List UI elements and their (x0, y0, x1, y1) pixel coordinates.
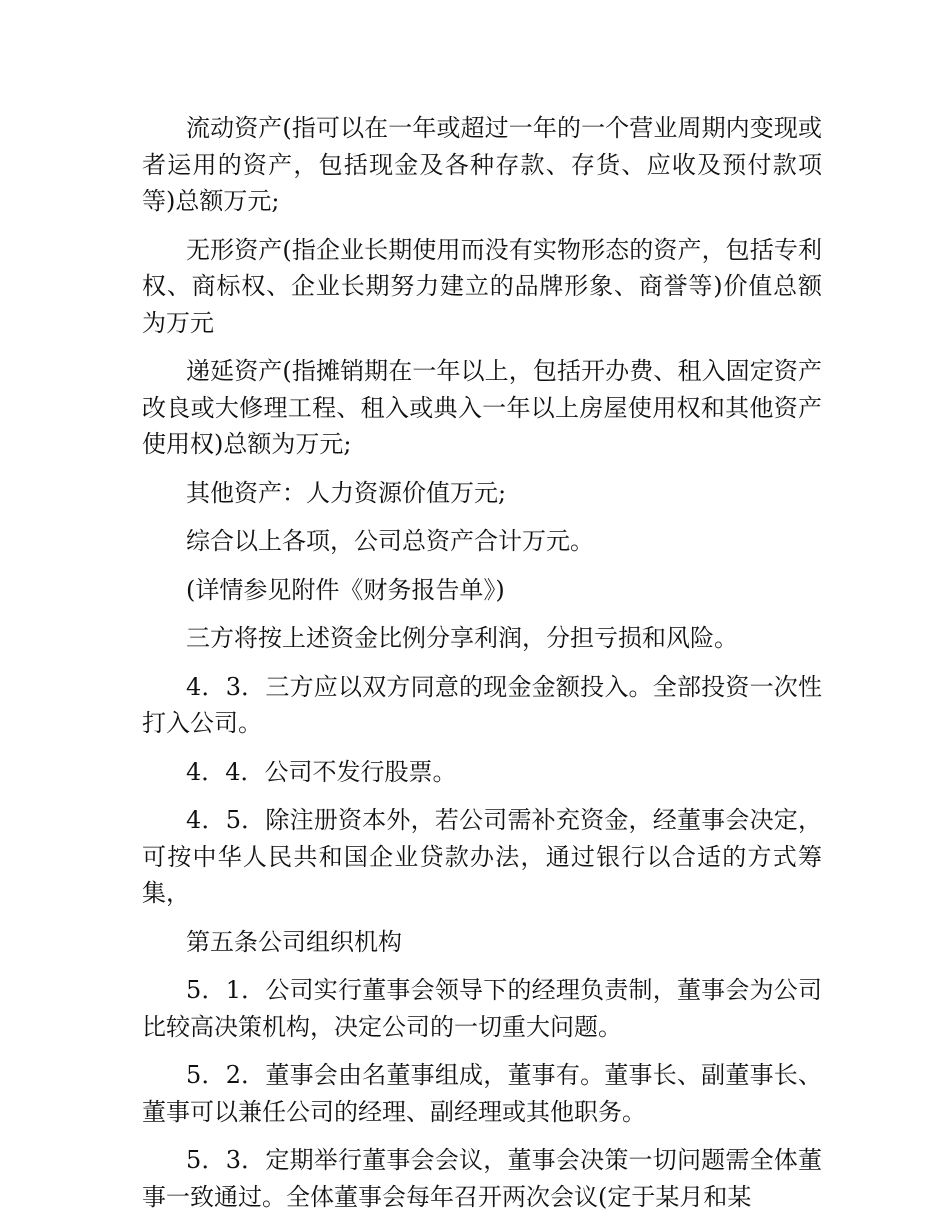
paragraph-clause-5-3: 5．3．定期举行董事会会议，董事会决策一切问题需全体董事一致通过。全体董事会每年召开两次会议(定于某月和某 (142, 1146, 822, 1211)
paragraph-clause-4-5: 4．5．除注册资本外，若公司需补充资金，经董事会决定，可按中华人民共和国企业贷款办法，通过银行以合适的方式筹集， (142, 806, 822, 907)
paragraph-profit-sharing: 三方将按上述资金比例分享利润，分担亏损和风险。 (186, 624, 738, 652)
paragraph-clause-5-2: 5．2．董事会由名董事组成，董事有。董事长、副董事长、董事可以兼任公司的经理、副经理或其他职务。 (142, 1061, 822, 1126)
paragraph-clause-4-4: 4．4．公司不发行股票。 (186, 757, 457, 786)
document-body (142, 110, 822, 1227)
paragraph-deferred-assets: 递延资产(指摊销期在一年以上，包括开办费、租入固定资产改良或大修理工程、租入或典入一年以上房屋使用权和其他资产使用权)总额为万元; (142, 357, 822, 458)
paragraph-total-assets: 综合以上各项，公司总资产合计万元。 (186, 527, 594, 555)
section-heading-article-5: 第五条公司组织机构 (186, 927, 402, 956)
paragraph-attachment-note: (详情参见附件《财务报告单》) (186, 575, 505, 604)
paragraph-intangible-assets: 无形资产(指企业长期使用而没有实物形态的资产，包括专利权、商标权、企业长期努力建立的品牌形象、商誉等)价值总额为万元 (142, 235, 822, 337)
paragraph-clause-5-1: 5．1．公司实行董事会领导下的经理负责制，董事会为公司比较高决策机构，决定公司的一切重大问题。 (142, 976, 822, 1041)
paragraph-clause-4-3: 4．3．三方应以双方同意的现金金额投入。全部投资一次性打入公司。 (142, 672, 822, 737)
paragraph-current-assets: 流动资产(指可以在一年或超过一年的一个营业周期内变现或者运用的资产，包括现金及各种存款、存货、应收及预付款项等)总额万元; (142, 114, 822, 215)
paragraph-other-assets: 其他资产：人力资源价值万元; (186, 478, 507, 507)
